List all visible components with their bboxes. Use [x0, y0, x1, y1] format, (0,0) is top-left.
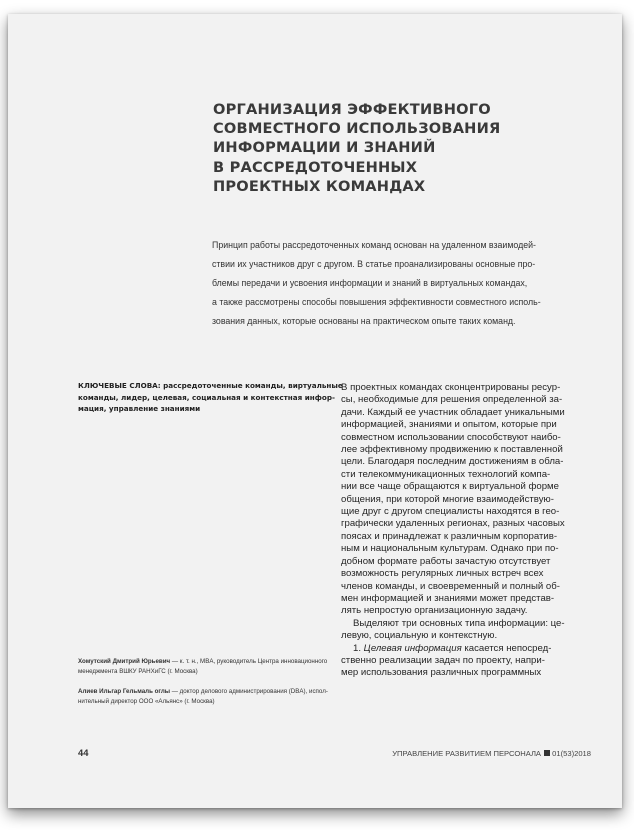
author-credentials: — доктор делового администрирования (DBA), испол- [170, 688, 328, 695]
author-info [78, 657, 333, 677]
author-line [78, 657, 333, 667]
body-line: информацией, знаниями и опытом, которые при [341, 419, 557, 431]
list-number: 1. [353, 642, 364, 654]
magazine-page [8, 14, 622, 808]
body-line: графически удаленных регионах, разных часовых [341, 518, 565, 530]
author-credentials: — к. т. н., MBA, руководитель Центра инновационного [170, 658, 328, 665]
article-abstract [212, 236, 589, 331]
body-line: дачи. Каждый ее участник обладает уникальными [341, 406, 565, 418]
body-line: членов команды, и своевременный и полный об- [341, 580, 560, 592]
body-line: совместном использовании способствуют наибо- [341, 431, 561, 443]
author-affiliation: менеджмента ВШКУ РАНХиГС (г. Москва) [78, 668, 198, 675]
body-line: сти телекоммуникационных технологий компа- [341, 468, 551, 480]
body-line: цели. Благодаря последним достижениям в обла- [341, 456, 564, 468]
keywords-line: команды, лидер, целевая, социальная и контекстная инфор- [78, 392, 335, 402]
list-item-first-line [341, 643, 599, 655]
body-line: Выделяют три основных типа информации: це- [353, 617, 565, 629]
journal-name: УПРАВЛЕНИЕ РАЗВИТИЕМ ПЕРСОНАЛА [392, 749, 542, 758]
journal-issue: 01(53)2018 [552, 749, 591, 758]
author-name: Хомутский Дмитрий Юрьевич [78, 658, 171, 665]
journal-footer [392, 749, 591, 758]
body-line: ным и национальным культурам. Однако при по- [341, 543, 559, 555]
keywords-block [78, 380, 343, 415]
title-line: ИНФОРМАЦИИ И ЗНАНИЙ [213, 139, 436, 157]
abstract-line: Принцип работы рассредоточенных команд основан на удаленном взаимодей- [212, 240, 536, 250]
article-title [213, 100, 553, 196]
body-line: ственно реализации задач по проекту, напри- [341, 654, 545, 666]
body-line: общения, при которой многие взаимодействую- [341, 493, 554, 505]
body-line: левую, социальную и контекстную. [341, 630, 498, 642]
body-line: лее эффективному продвижению к поставленной [341, 444, 563, 456]
article-body [341, 382, 599, 680]
author-affiliation: нительный директор ООО «Альянс» (г. Москва) [78, 698, 215, 705]
author-line [78, 687, 333, 697]
title-line: ОРГАНИЗАЦИЯ ЭФФЕКТИВНОГО [213, 101, 491, 118]
body-line: возможность регулярных личных встреч всех [341, 568, 544, 580]
emphasis-term: Целевая информация [363, 642, 462, 654]
body-line: добном формате работы зачастую отсутствует [341, 555, 551, 567]
keywords-line: мация, управление знаниями [78, 404, 201, 413]
body-line: В проектных командах сконцентрированы ресур- [341, 382, 561, 393]
body-line: сы, необходимые для решения определенной за- [341, 394, 563, 406]
title-line: ПРОЕКТНЫХ КОМАНДАХ [213, 177, 426, 195]
title-line: СОВМЕСТНОГО ИСПОЛЬЗОВАНИЯ [213, 120, 501, 138]
abstract-line: ствии их участников друг с другом. В статье проанализированы основные про- [212, 259, 536, 269]
author-name: Алиев Ильгар Гельмаль оглы [78, 688, 171, 695]
title-line: В РАССРЕДОТОЧЕННЫХ [213, 158, 418, 176]
body-line: мер использования различных программных [341, 667, 542, 679]
abstract-line: зования данных, которые основаны на практическом опыте таких команд. [212, 316, 516, 326]
page-number: 44 [78, 747, 89, 758]
body-line: лять непростую организационную задачу. [341, 605, 528, 617]
abstract-line: а также рассмотрены способы повышения эффективности совместного исполь- [212, 297, 541, 307]
body-text: касается непосред- [461, 642, 552, 654]
body-line: поясах и принадлежат к различным корпоратив- [341, 530, 558, 542]
body-line: мен информацией и знаниями может представ- [341, 592, 555, 604]
square-bullet-icon [544, 750, 550, 756]
body-line: щие друг с другом специалисты находятся в гео- [341, 506, 560, 518]
keywords-line: КЛЮЧЕВЫЕ СЛОВА: рассредоточенные команды, виртуальные [78, 381, 343, 390]
body-line: нии все чаще обращаются к виртуальной форме [341, 481, 559, 493]
abstract-line: блемы передачи и усвоения информации и знаний в виртуальных командах, [212, 278, 528, 288]
author-info [78, 687, 333, 707]
